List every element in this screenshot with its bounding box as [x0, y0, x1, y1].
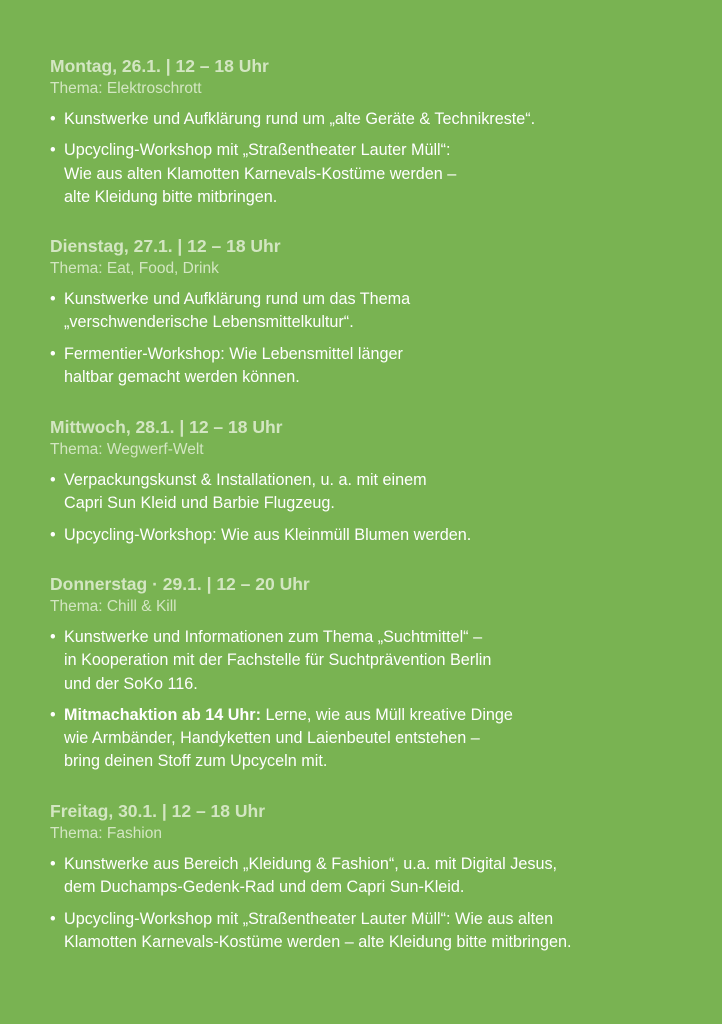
day-theme: Thema: Eat, Food, Drink [50, 260, 219, 277]
event-item [50, 469, 700, 516]
day-theme: Thema: Wegwerf-Welt [50, 441, 204, 458]
event-line: Fermentier-Workshop: Wie Lebensmittel länger [64, 344, 403, 363]
event-item [50, 524, 700, 547]
event-item [50, 704, 700, 774]
event-line: alte Kleidung bitte mitbringen. [64, 187, 278, 206]
event-line: Capri Sun Kleid und Barbie Flugzeug. [64, 494, 335, 513]
day-title: Freitag, 30.1. | 12 – 18 Uhr [50, 801, 265, 821]
event-line: Upcycling-Workshop mit „Straßentheater Lauter Müll“: Wie aus alten [64, 909, 554, 928]
day-title: Montag, 26.1. | 12 – 18 Uhr [50, 56, 269, 76]
day-theme: Thema: Chill & Kill [50, 598, 177, 615]
day-title: Mittwoch, 28.1. | 12 – 18 Uhr [50, 417, 283, 437]
event-line: Upcycling-Workshop mit „Straßentheater Lauter Müll“: [64, 141, 451, 160]
bullet-icon: • [50, 909, 56, 928]
event-item [50, 626, 700, 696]
event-line: dem Duchamps-Gedenk-Rad und dem Capri Sun-Kleid. [64, 878, 465, 897]
event-line: Verpackungskunst & Installationen, u. a. mit einem [64, 471, 427, 489]
bullet-icon: • [50, 344, 56, 363]
bullet-icon: • [50, 705, 56, 724]
event-list [50, 853, 700, 954]
event-item [50, 108, 700, 131]
day-theme: Thema: Fashion [50, 825, 162, 842]
day-section-friday [50, 800, 700, 962]
event-line: Kunstwerke und Aufklärung rund um „alte Geräte & Technikreste“. [64, 110, 536, 128]
event-line: Kunstwerke aus Bereich „Kleidung & Fashion“, u.a. mit Digital Jesus, [64, 855, 558, 873]
day-title: Donnerstag · 29.1. | 12 – 20 Uhr [50, 574, 310, 594]
event-item [50, 343, 700, 390]
event-line: Kunstwerke und Informationen zum Thema „Suchtmittel“ – [64, 628, 483, 646]
day-title: Dienstag, 27.1. | 12 – 18 Uhr [50, 236, 281, 256]
event-item [50, 139, 700, 209]
event-list [50, 288, 700, 389]
event-line: bring deinen Stoff zum Upcyceln mit. [64, 752, 328, 771]
event-list [50, 469, 700, 547]
day-section-thursday [50, 573, 700, 782]
day-theme: Thema: Elektroschrott [50, 80, 202, 97]
bullet-icon: • [50, 141, 56, 160]
event-line: Klamotten Karnevals-Kostüme werden – alte Kleidung bitte mitbringen. [64, 932, 572, 951]
event-line: und der SoKo 116. [64, 674, 198, 693]
event-list [50, 108, 700, 209]
event-line: Wie aus alten Klamotten Karnevals-Kostüme werden – [64, 164, 457, 183]
event-line: Lerne, wie aus Müll kreative Dinge [265, 705, 513, 724]
event-list [50, 626, 700, 774]
event-item [50, 288, 700, 335]
event-line: haltbar gemacht werden können. [64, 367, 300, 386]
bullet-icon: • [50, 855, 56, 873]
bullet-icon: • [50, 525, 56, 544]
event-line: „verschwenderische Lebensmittelkultur“. [64, 313, 354, 332]
event-line: in Kooperation mit der Fachstelle für Suchtprävention Berlin [64, 651, 492, 670]
bullet-icon: • [50, 471, 56, 489]
event-line: Upcycling-Workshop: Wie aus Kleinmüll Blumen werden. [64, 525, 472, 544]
event-line: wie Armbänder, Handyketten und Laienbeutel entstehen – [64, 729, 480, 748]
event-line: Kunstwerke und Aufklärung rund um das Thema [64, 290, 411, 308]
bullet-icon: • [50, 628, 56, 646]
event-highlight: Mitmachaktion ab 14 Uhr: [64, 705, 261, 724]
event-item [50, 908, 700, 955]
bullet-icon: • [50, 290, 56, 308]
event-item [50, 853, 700, 900]
day-section-tuesday [50, 235, 700, 397]
day-section-wednesday [50, 416, 700, 555]
day-section-monday [50, 55, 700, 217]
bullet-icon: • [50, 110, 56, 128]
event-line-first [64, 704, 700, 727]
